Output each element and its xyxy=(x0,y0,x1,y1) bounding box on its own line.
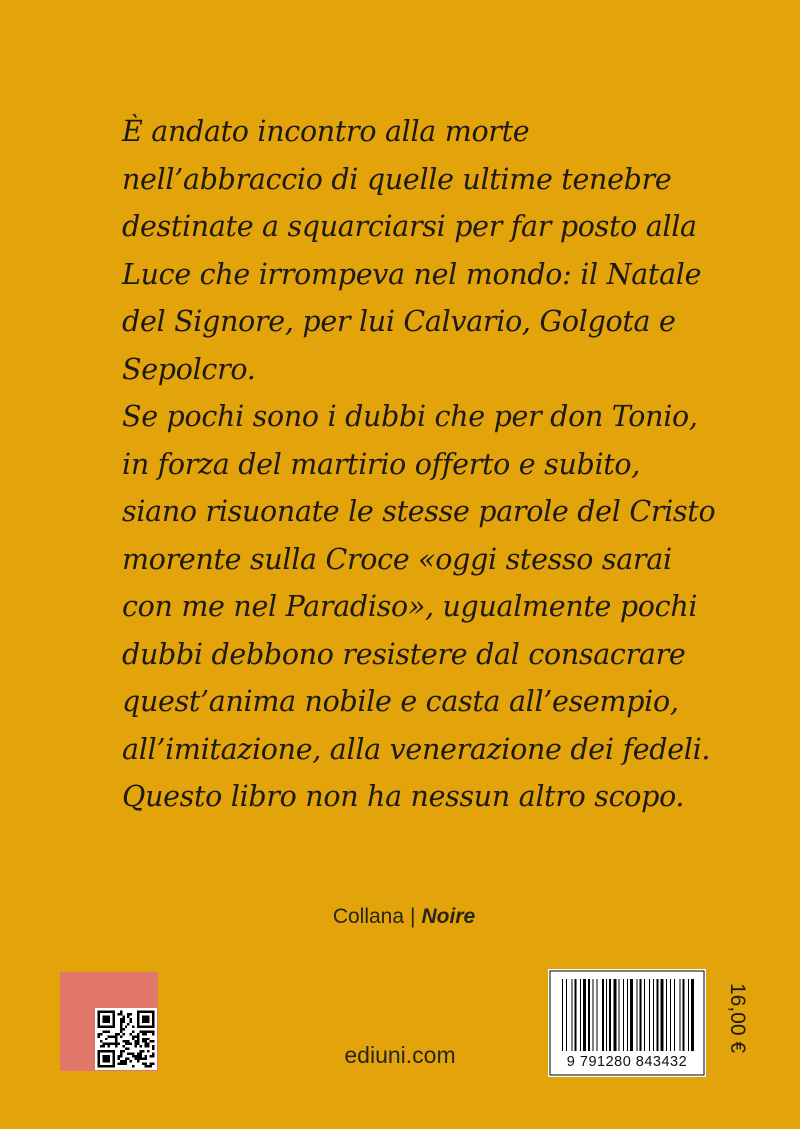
blurb-line: quest’anima nobile e casta all’esempio, xyxy=(122,685,679,718)
blurb-line: È andato incontro alla morte xyxy=(122,115,530,148)
series-word: Collana xyxy=(332,905,405,928)
blurb-line: Se pochi sono i dubbi che per don Tonio, xyxy=(122,400,698,433)
blurb-line: all’imitazione, alla venerazione dei fedeli. xyxy=(122,732,711,766)
blurb-line: Luce che irrompeva nel mondo: il Natale xyxy=(122,257,702,291)
blurb-line: siano risuonate le stesse parole del Cristo xyxy=(122,495,716,528)
blurb-line: Questo libro non ha nessun altro scopo. xyxy=(122,780,685,813)
series-label xyxy=(0,905,800,929)
isbn-number: 9 791280 843432 xyxy=(566,1054,688,1070)
series-name: Noire xyxy=(421,905,476,928)
blurb-line: morente sulla Croce «oggi stesso sarai xyxy=(122,542,672,576)
blurb-line: con me nel Paradiso», ugualmente pochi xyxy=(122,590,698,623)
blurb-line: del Signore, per lui Calvario, Golgota e xyxy=(122,305,676,338)
blurb-line: nell’abbraccio di quelle ultime tenebre xyxy=(122,162,672,196)
series-separator: | xyxy=(410,905,416,928)
blurb-line: destinate a squarciarsi per far posto alla xyxy=(122,210,697,243)
back-cover-blurb xyxy=(122,108,722,821)
blurb-line: dubbi debbono resistere dal consacrare xyxy=(122,637,686,671)
blurb-line: Sepolcro. xyxy=(122,352,256,386)
blurb-line: in forza del martirio offerto e subito, xyxy=(122,447,641,481)
publisher-website[interactable]: ediuni.com xyxy=(344,1042,456,1068)
price-label: 16,00 € xyxy=(726,982,749,1054)
